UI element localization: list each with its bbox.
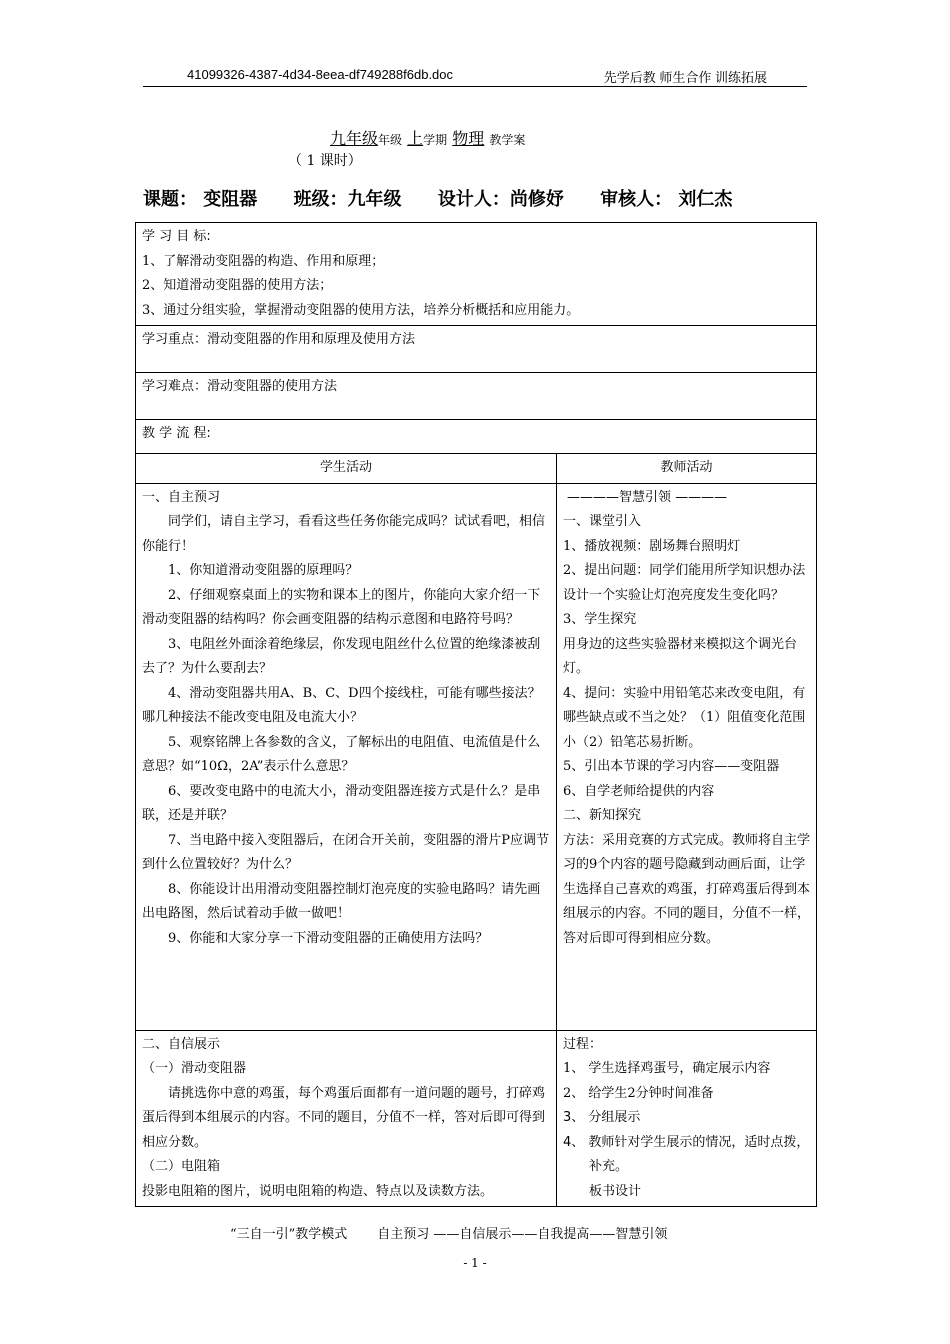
lesson-table [135, 222, 817, 1207]
teacher-para: 2、 给学生2分钟时间准备 [563, 1085, 714, 1101]
key-point-row [136, 326, 817, 373]
teacher-column-header: 教师活动 [557, 454, 817, 484]
student-para: 同学们，请自主学习，看看这些任务你能完成吗？试试看吧，相信你能行！ [142, 514, 546, 554]
section2-para1: 请挑选你中意的鸡蛋，每个鸡蛋后面都有一道问题的题号，打碎鸡蛋后得到本组展示的内容。不同的题目，分值不一样，答对后即可得到相应分数。 [142, 1085, 546, 1150]
section1-row [136, 483, 817, 1030]
teacher-para: 2、提出问题：同学们能用所学知识想办法设计一个实验让灯泡亮度发生变化吗？ [563, 563, 806, 603]
student-para: 7、当电路中接入变阻器后，在闭合开关前，变阻器的滑片P应调节到什么位置较好？为什么？ [142, 832, 550, 872]
goal-item: 2、知道滑动变阻器的使用方法； [142, 278, 333, 293]
info-reviewer: 审核人： 刘仁杰 [600, 189, 733, 210]
section2-para2: 投影电阻箱的图片，说明电阻箱的构造、特点以及读数方法。 [142, 1183, 494, 1199]
title-grade-suffix: 年级 [378, 133, 403, 147]
info-line [143, 185, 762, 211]
student-para: 4、滑动变阻器共用A、B、C、D四个接线柱，可能有哪些接法？哪几种接法不能改变电阻及电流大小？ [142, 685, 541, 725]
period: （ 1 课时） [288, 153, 362, 169]
title-doc-type: 教学案 [489, 133, 526, 147]
header-filename: 41099326-4387-4d34-8eea-df749288f6db.doc [187, 67, 454, 82]
title-grade: 九年级 [330, 129, 379, 148]
student-para: 5、观察铭牌上各参数的含义，了解标出的电阻值、电流值是什么意思？如“10Ω，2A”表示什么意思？ [142, 734, 541, 774]
footer-steps: 自主预习 ——自信展示——自我提高——智慧引领 [377, 1227, 668, 1242]
info-designer: 设计人：尚修妤 [437, 189, 564, 210]
difficulty-text: ：滑动变阻器的使用方法 [194, 379, 338, 394]
teacher-para: 板书设计 [589, 1183, 642, 1199]
goal-item: 1、了解滑动变阻器的构造、作用和原理； [142, 253, 385, 269]
teacher-para: 3、学生探究 [563, 612, 637, 627]
flow-row [136, 420, 817, 454]
teacher-para: 1、播放视频：剧场舞台照明灯 [563, 538, 741, 554]
footer-mode: “三自一引”教学模式 [230, 1227, 348, 1242]
key-point-text: ：滑动变阻器的作用和原理及使用方法 [194, 332, 416, 347]
teacher-para: 5、引出本节课的学习内容——变阻器 [563, 759, 780, 774]
section2-sub2: （二）电阻箱 [142, 1159, 221, 1174]
student-para: 3、电阻丝外面涂着绝缘层，你发现电阻丝什么位置的绝缘漆被刮去了？为什么要刮去？ [142, 636, 541, 676]
flow-heading: 教 学 流 程: [142, 426, 211, 441]
header-motto: 先学后教 师生合作 训练拓展 [603, 70, 767, 85]
page-number: - 1 - [463, 1256, 487, 1270]
page-footer [230, 1223, 667, 1242]
teacher-para: 用身边的这些实验器材来模拟这个调光台灯。 [563, 636, 798, 676]
difficulty-row [136, 373, 817, 420]
section2-student-title: 二、自信展示 [142, 1036, 221, 1052]
section1-student-title: 一、自主预习 [142, 489, 221, 505]
teacher-para: 方法：采用竞赛的方式完成。教师将自主学习的9个内容的题号隐藏到动画后面，让学生选择自己喜欢的鸡蛋，打碎鸡蛋后得到本组展示的内容。不同的题目，分值不一样，答对后即可得到相应分数。 [563, 832, 811, 946]
teacher-para: 一、课堂引入 [563, 514, 642, 529]
title-term-suffix: 学期 [423, 133, 448, 147]
student-para: 1、你知道滑动变阻器的原理吗？ [168, 563, 359, 578]
title-term: 上 [407, 129, 424, 148]
goals-heading: 学 习 目 标: [142, 229, 211, 244]
title-subject: 物理 [452, 129, 485, 148]
doc-title [330, 126, 525, 149]
section2-sub1: （一）滑动变阻器 [142, 1061, 247, 1076]
goal-item: 3、通过分组实验，掌握滑动变阻器的使用方法，培养分析概括和应用能力。 [142, 302, 580, 318]
info-topic: 课题： 变阻器 [143, 189, 258, 210]
goals-row [136, 223, 817, 326]
page-header [143, 66, 807, 87]
section2-row [136, 1030, 817, 1207]
info-class: 班级：九年级 [293, 189, 402, 210]
teacher-para: 4、 教师针对学生展示的情况，适时点拨，补充。 [563, 1134, 810, 1174]
teacher-para: 6、自学老师给提供的内容 [563, 783, 715, 799]
teacher-para: 二、新知探究 [563, 808, 642, 823]
difficulty-label: 学习难点 [142, 379, 195, 394]
teacher-para: 1、 学生选择鸡蛋号，确定展示内容 [563, 1061, 771, 1076]
student-column-header: 学生活动 [136, 454, 557, 484]
student-para: 9、你能和大家分享一下滑动变阻器的正确使用方法吗？ [168, 930, 489, 946]
teacher-para: 3、 分组展示 [563, 1110, 641, 1125]
student-para: 6、要改变电路中的电流大小，滑动变阻器连接方式是什么？是串联，还是并联？ [142, 783, 541, 823]
section1-teacher-title: ————智慧引领 ———— [567, 489, 728, 505]
teacher-para: 过程： [563, 1036, 603, 1052]
student-para: 2、仔细观察桌面上的实物和课本上的图片，你能向大家介绍一下滑动变阻器的结构吗？你会画变阻器的结构示意图和电路符号吗？ [142, 587, 541, 627]
student-para: 8、你能设计出用滑动变阻器控制灯泡亮度的实验电路吗？请先画出电路图，然后试着动手做一做吧！ [142, 881, 541, 921]
column-header-row [136, 454, 817, 484]
key-point-label: 学习重点 [142, 332, 195, 347]
teacher-para: 4、提问：实验中用铅笔芯来改变电阻，有哪些缺点或不当之处？（1）阻值变化范围小（2）铅笔芯易折断。 [563, 685, 806, 750]
